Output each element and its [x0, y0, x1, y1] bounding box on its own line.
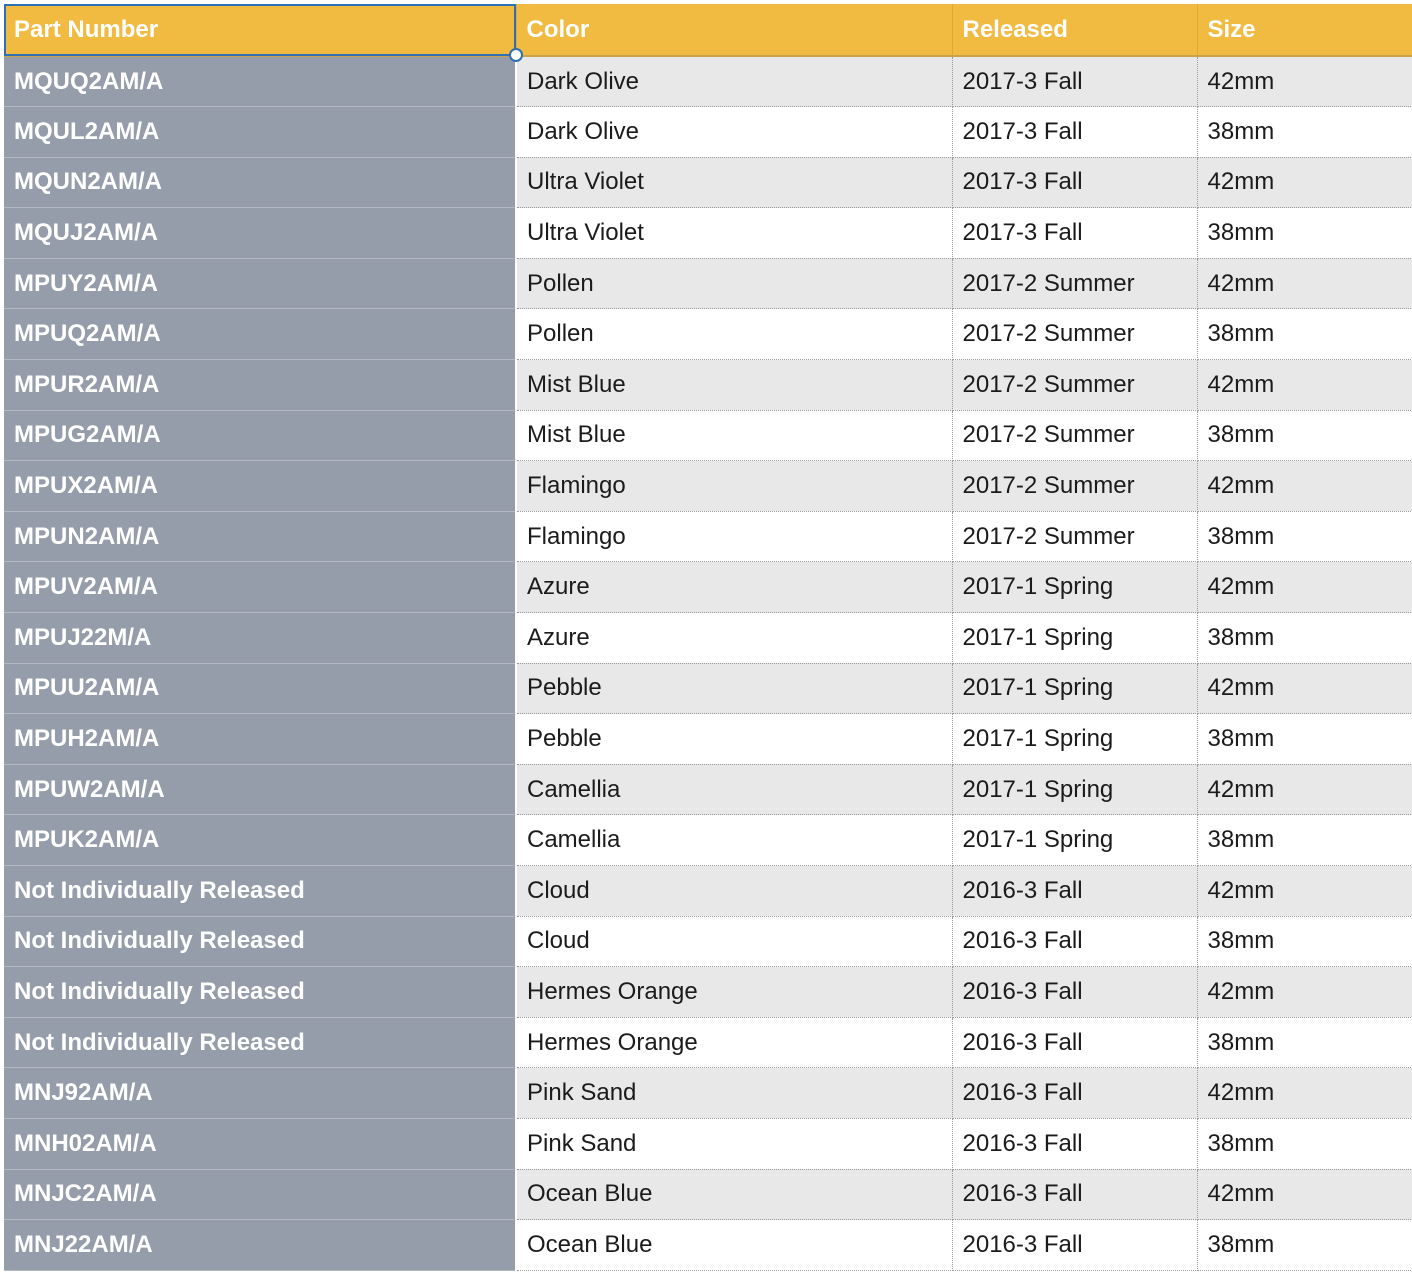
color-cell[interactable]: Mist Blue [516, 410, 952, 461]
part-number-cell[interactable]: Not Individually Released [4, 967, 516, 1018]
bands-table [4, 4, 1412, 1271]
color-cell[interactable]: Azure [516, 562, 952, 613]
released-cell[interactable]: 2016-3 Fall [952, 1017, 1197, 1068]
color-cell[interactable]: Cloud [516, 916, 952, 967]
part-number-cell[interactable]: MQUL2AM/A [4, 107, 516, 158]
part-number-cell[interactable]: MPUX2AM/A [4, 461, 516, 512]
header-cell-released[interactable] [952, 4, 1197, 56]
size-cell[interactable]: 38mm [1197, 208, 1412, 259]
part-number-cell[interactable]: Not Individually Released [4, 866, 516, 917]
size-cell[interactable]: 42mm [1197, 258, 1412, 309]
color-cell[interactable]: Ocean Blue [516, 1220, 952, 1271]
size-cell[interactable]: 38mm [1197, 309, 1412, 360]
part-number-cell[interactable]: MNH02AM/A [4, 1118, 516, 1169]
color-cell[interactable]: Hermes Orange [516, 967, 952, 1018]
size-cell[interactable]: 38mm [1197, 714, 1412, 765]
color-cell[interactable]: Pink Sand [516, 1068, 952, 1119]
table-row [4, 258, 1412, 309]
table-row [4, 56, 1412, 107]
header-label: Color [526, 15, 590, 43]
size-cell[interactable]: 42mm [1197, 157, 1412, 208]
header-cell-color[interactable] [516, 4, 952, 56]
size-cell[interactable]: 38mm [1197, 107, 1412, 158]
color-cell[interactable]: Flamingo [516, 511, 952, 562]
released-cell[interactable]: 2017-3 Fall [952, 208, 1197, 259]
table-row [4, 1220, 1412, 1271]
color-cell[interactable]: Dark Olive [516, 56, 952, 107]
size-cell[interactable]: 42mm [1197, 1169, 1412, 1220]
part-number-cell[interactable]: Not Individually Released [4, 916, 516, 967]
table-row [4, 866, 1412, 917]
released-cell[interactable]: 2016-3 Fall [952, 1220, 1197, 1271]
size-cell[interactable]: 42mm [1197, 967, 1412, 1018]
table-row [4, 1017, 1412, 1068]
size-cell[interactable]: 38mm [1197, 410, 1412, 461]
size-cell[interactable]: 42mm [1197, 461, 1412, 512]
released-cell[interactable]: 2017-3 Fall [952, 157, 1197, 208]
released-cell[interactable]: 2016-3 Fall [952, 866, 1197, 917]
part-number-cell[interactable]: MPUV2AM/A [4, 562, 516, 613]
color-cell[interactable]: Ultra Violet [516, 157, 952, 208]
released-cell[interactable]: 2017-2 Summer [952, 309, 1197, 360]
table-row [4, 1068, 1412, 1119]
size-cell[interactable]: 42mm [1197, 56, 1412, 107]
size-cell[interactable]: 38mm [1197, 613, 1412, 664]
part-number-cell[interactable]: MQUN2AM/A [4, 157, 516, 208]
size-cell[interactable]: 42mm [1197, 663, 1412, 714]
released-cell[interactable]: 2016-3 Fall [952, 967, 1197, 1018]
color-cell[interactable]: Ocean Blue [516, 1169, 952, 1220]
released-cell[interactable]: 2016-3 Fall [952, 1118, 1197, 1169]
color-cell[interactable]: Pollen [516, 258, 952, 309]
part-number-cell[interactable]: MPUN2AM/A [4, 511, 516, 562]
table-row [4, 410, 1412, 461]
color-cell[interactable]: Pink Sand [516, 1118, 952, 1169]
table-row [4, 764, 1412, 815]
released-cell[interactable]: 2017-1 Spring [952, 663, 1197, 714]
header-label: Part Number [14, 15, 159, 43]
released-cell[interactable]: 2017-2 Summer [952, 461, 1197, 512]
size-cell[interactable]: 38mm [1197, 1118, 1412, 1169]
color-cell[interactable]: Pebble [516, 714, 952, 765]
part-number-cell[interactable]: MNJC2AM/A [4, 1169, 516, 1220]
released-cell[interactable]: 2017-2 Summer [952, 258, 1197, 309]
color-cell[interactable]: Mist Blue [516, 360, 952, 411]
part-number-cell[interactable]: MPUR2AM/A [4, 360, 516, 411]
color-cell[interactable]: Hermes Orange [516, 1017, 952, 1068]
size-cell[interactable]: 38mm [1197, 815, 1412, 866]
part-number-cell[interactable]: MQUQ2AM/A [4, 56, 516, 107]
released-cell[interactable]: 2017-3 Fall [952, 107, 1197, 158]
size-cell[interactable]: 42mm [1197, 866, 1412, 917]
released-cell[interactable]: 2017-1 Spring [952, 815, 1197, 866]
header-row [4, 4, 1412, 56]
released-cell[interactable]: 2016-3 Fall [952, 1169, 1197, 1220]
table-row [4, 1118, 1412, 1169]
table-row [4, 967, 1412, 1018]
color-cell[interactable]: Pebble [516, 663, 952, 714]
color-cell[interactable]: Cloud [516, 866, 952, 917]
size-cell[interactable]: 38mm [1197, 1017, 1412, 1068]
table-row [4, 157, 1412, 208]
released-cell[interactable]: 2017-1 Spring [952, 714, 1197, 765]
part-number-cell[interactable]: MNJ92AM/A [4, 1068, 516, 1119]
released-cell[interactable]: 2017-2 Summer [952, 511, 1197, 562]
header-cell-size[interactable] [1197, 4, 1412, 56]
selection-handle[interactable] [509, 48, 523, 62]
spreadsheet [4, 4, 1412, 1272]
table-row [4, 360, 1412, 411]
released-cell[interactable]: 2016-3 Fall [952, 1068, 1197, 1119]
table-row [4, 107, 1412, 158]
color-cell[interactable]: Pollen [516, 309, 952, 360]
size-cell[interactable]: 42mm [1197, 360, 1412, 411]
released-cell[interactable]: 2017-2 Summer [952, 360, 1197, 411]
released-cell[interactable]: 2017-2 Summer [952, 410, 1197, 461]
header-label: Released [962, 15, 1068, 43]
size-cell[interactable]: 42mm [1197, 562, 1412, 613]
table-row [4, 461, 1412, 512]
part-number-cell[interactable]: MNJ22AM/A [4, 1220, 516, 1271]
table-row [4, 613, 1412, 664]
table-header [4, 4, 1412, 56]
table-row [4, 663, 1412, 714]
released-cell[interactable]: 2017-1 Spring [952, 764, 1197, 815]
table-row [4, 1169, 1412, 1220]
header-cell-part-number[interactable] [4, 4, 516, 56]
color-cell[interactable]: Camellia [516, 764, 952, 815]
table-row [4, 309, 1412, 360]
part-number-cell[interactable]: MPUU2AM/A [4, 663, 516, 714]
table-row [4, 511, 1412, 562]
table-row [4, 916, 1412, 967]
color-cell[interactable]: Camellia [516, 815, 952, 866]
color-cell[interactable]: Azure [516, 613, 952, 664]
header-label: Size [1207, 15, 1256, 43]
part-number-cell[interactable]: MPUY2AM/A [4, 258, 516, 309]
table-row [4, 208, 1412, 259]
size-cell[interactable]: 38mm [1197, 511, 1412, 562]
released-cell[interactable]: 2017-1 Spring [952, 613, 1197, 664]
size-cell[interactable]: 38mm [1197, 1220, 1412, 1271]
table-row [4, 815, 1412, 866]
part-number-cell[interactable]: Not Individually Released [4, 1017, 516, 1068]
table-row [4, 714, 1412, 765]
size-cell[interactable]: 42mm [1197, 764, 1412, 815]
color-cell[interactable]: Ultra Violet [516, 208, 952, 259]
size-cell[interactable]: 38mm [1197, 916, 1412, 967]
part-number-cell[interactable]: MPUG2AM/A [4, 410, 516, 461]
released-cell[interactable]: 2017-3 Fall [952, 56, 1197, 107]
color-cell[interactable]: Dark Olive [516, 107, 952, 158]
part-number-cell[interactable]: MPUH2AM/A [4, 714, 516, 765]
color-cell[interactable]: Flamingo [516, 461, 952, 512]
part-number-cell[interactable]: MPUQ2AM/A [4, 309, 516, 360]
part-number-cell[interactable]: MPUJ22M/A [4, 613, 516, 664]
released-cell[interactable]: 2016-3 Fall [952, 916, 1197, 967]
table-body [4, 56, 1412, 1270]
part-number-cell[interactable]: MPUW2AM/A [4, 764, 516, 815]
released-cell[interactable]: 2017-1 Spring [952, 562, 1197, 613]
part-number-cell[interactable]: MPUK2AM/A [4, 815, 516, 866]
table-row [4, 562, 1412, 613]
size-cell[interactable]: 42mm [1197, 1068, 1412, 1119]
part-number-cell[interactable]: MQUJ2AM/A [4, 208, 516, 259]
